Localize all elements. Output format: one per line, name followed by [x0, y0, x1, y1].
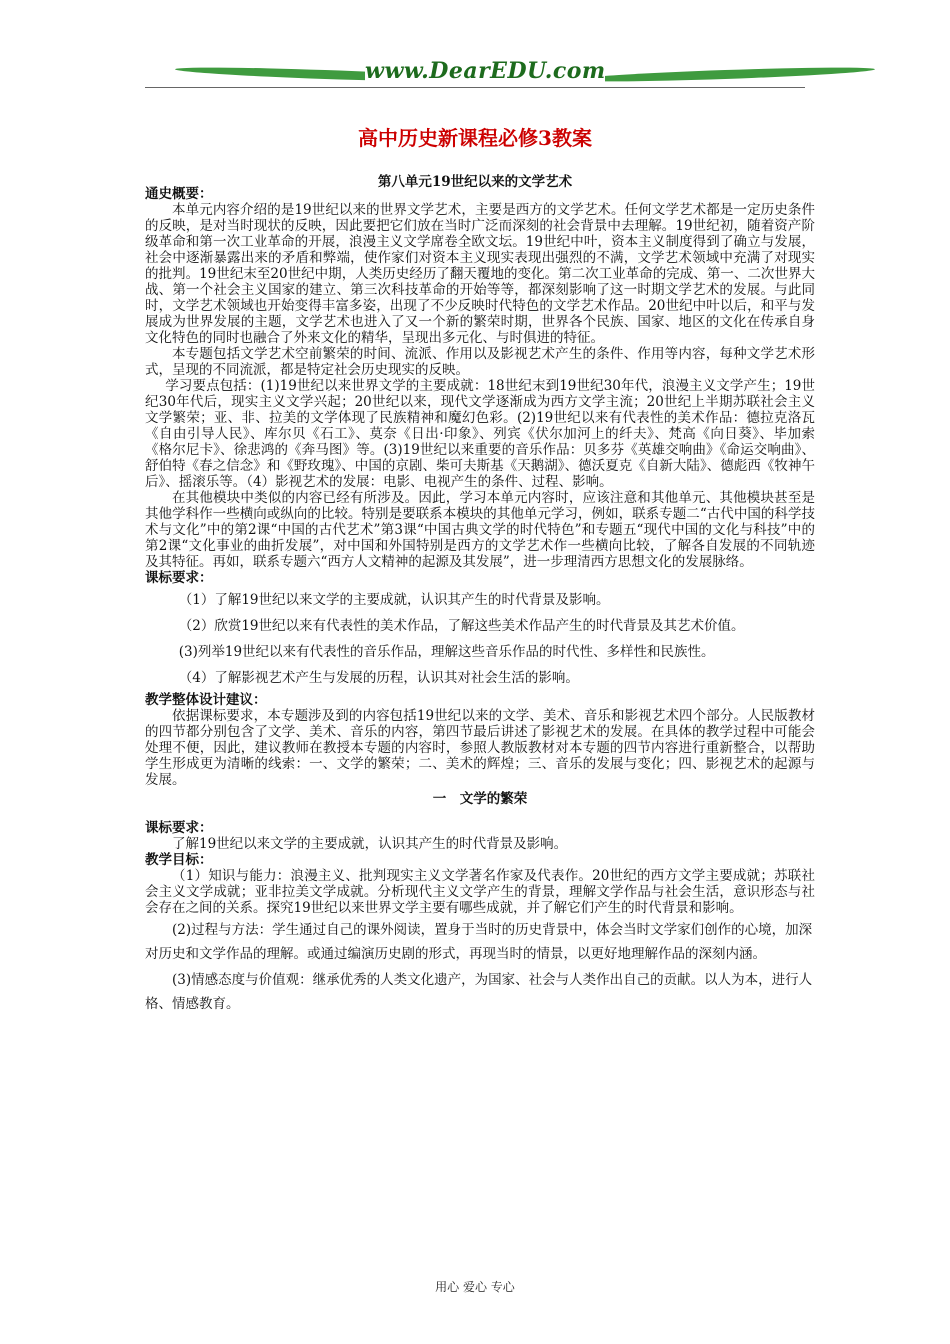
standard-item-4: （4）了解影视艺术产生与发展的历程，认识其对社会生活的影响。 [178, 670, 579, 686]
swoosh-right-decoration [575, 65, 875, 84]
standard-item-1: （1）了解19世纪以来文学的主要成就，认识其产生的时代背景及影响。 [178, 592, 610, 608]
lesson-goal-2: (2)过程与方法：学生通过自己的课外阅读，置身于当时的历史背景中，体会当时文学家们创作的心境，加深对历史和文学作品的理解。或通过编演历史剧的形式，再现当时的情景，以更好地理解作品的深刻内涵。 [145, 922, 813, 962]
site-logo[interactable]: www.DearEDU.com [365, 58, 606, 84]
page-footer: 用心 爱心 专心 [435, 1280, 515, 1294]
lesson-goals-heading: 教学目标： [145, 852, 213, 868]
standard-item-3: (3)列举19世纪以来有代表性的音乐作品，理解这些音乐作品的时代性、多样性和民族性。 [178, 644, 715, 660]
lesson-standards-text: 了解19世纪以来文学的主要成就，认识其产生的时代背景及影响。 [172, 836, 568, 852]
overview-paragraph-2: 本专题包括文学艺术空前繁荣的时间、流派、作用以及影视艺术产生的条件、作用等内容，每种文学艺术形式，呈现的不同流派，都是特定社会历史现实的反映。 [145, 346, 815, 378]
lesson-goal-1: （1）知识与能力：浪漫主义、批判现实主义文学著名作家及代表作。20世纪的西方文学主要成就；苏联社会主义文学成就；亚非拉美文学成就。分析现代主义文学产生的背景，理解文学作品与社会生活，意识形态与社会存在之间的关系。探究19世纪以来世界文学主要有哪些成就，并了解它们产生的时代背景和影响。 [145, 868, 815, 916]
standard-item-2: （2）欣赏19世纪以来有代表性的美术作品，了解这些美术作品产生的时代背景及其艺术价值。 [178, 618, 745, 634]
overview-paragraph-1: 本单元内容介绍的是19世纪以来的世界文学艺术，主要是西方的文学艺术。任何文学艺术都是一定历史条件的反映，是对当时现状的反映，因此要把它们放在当时广泛而深刻的社会背景中去理解。19世纪初，随着资产阶级革命和第一次工业革命的开展，浪漫主义文学席卷全欧文坛。19世纪中叶，资本主义制度得到了确立与发展，社会中逐渐暴露出来的矛盾和弊端，使作家们对资本主义现实表现出强烈的不满，文学艺术领域中充满了对现实的批判。19世纪末至20世纪中期，人类历史经历了翻天覆地的变化。第二次工业革命的完成、第一、二次世界大战、第一个社会主义国家的建立、第三次科技革命的开始等等，都深刻影响了这一时期文学艺术的发展。与此同时，文学艺术领域也开始变得丰富多姿，出现了不少反映时代特色的文学艺术作品。20世纪中叶以后，和平与发展成为世界发展的主题，文学艺术也进入了又一个新的繁荣时期，世界各个民族、国家、地区的文化在传承自身文化特色的同时也融合了外来文化的精华，呈现出多元化、与时俱进的特征。 [145, 202, 815, 346]
overview-paragraph-4: 在其他模块中类似的内容已经有所涉及。因此，学习本单元内容时，应该注意和其他单元、其他模块甚至是其他学科作一些横向或纵向的比较。特别是要联系本模块的其他单元学习，例如，联系专题二“古代中国的科学技术与文化”中的第2课“中国的古代艺术”第3课“中国古典文学的时代特色”和专题五“现代中国的文化与科技”中的第2课“文化事业的曲折发展”，对中国和外国特别是西方的文学艺术作一些横向比较，了解各自发展的不同轨迹及其特征。再如，联系专题六“西方人文精神的起源及其发展”，进一步理清西方思想文化的发展脉络。 [145, 490, 815, 570]
document-body [145, 186, 815, 1016]
site-header [145, 56, 805, 92]
overview-paragraph-3: 学习要点包括：(1)19世纪以来世界文学的主要成就：18世纪末到19世纪30年代，浪漫主义文学产生；19世纪30年代后，现实主义文学兴起；20世纪以来，现代文学逐渐成为西方文学主流；20世纪上半期苏联社会主义文学繁荣；亚、非、拉美的文学体现了民族精神和魔幻色彩。(2)19世纪以来有代表性的美术作品：德拉克洛瓦《自由引导人民》、库尔贝《石工》、莫奈《日出·印象》、列宾《伏尔加河上的纤夫》、梵高《向日葵》、毕加索《格尔尼卡》、徐悲鸿的《奔马图》等。(3)19世纪以来重要的音乐作品：贝多芬《英雄交响曲》《命运交响曲》、舒伯特《春之信念》和《野玫瑰》、中国的京剧、柴可夫斯基《天鹅湖》、德沃夏克《自新大陆》、德彪西《牧神午后》、摇滚乐等。（4）影视艺术的发展：电影、电视产生的条件、过程、影响。 [145, 378, 815, 490]
overview-heading: 通史概要： [145, 186, 213, 202]
document-title: 高中历史新课程必修3教案 [358, 126, 592, 150]
lesson-one-heading: 一 文学的繁荣 [432, 791, 528, 807]
design-paragraph: 依据课标要求，本专题涉及到的内容包括19世纪以来的文学、美术、音乐和影视艺术四个部分。人民版教材的四节都分别包含了文学、美术、音乐的内容，第四节最后讲述了影视艺术的发展。在具体的教学过程中可能会处理不便，因此，建议教师在教授本专题的内容时，参照人教版教材对本专题的四节内容进行重新整合，以帮助学生形成更为清晰的线索：一、文学的繁荣；二、美术的辉煌；三、音乐的发展与变化；四、影视艺术的起源与发展。 [145, 708, 815, 788]
lesson-goal-3: (3)情感态度与价值观：继承优秀的人类文化遗产，为国家、社会与人类作出自己的贡献。以人为本，进行人格、情感教育。 [145, 972, 813, 1012]
unit-subtitle: 第八单元19世纪以来的文学艺术 [377, 174, 573, 190]
design-heading: 教学整体设计建议： [145, 692, 267, 708]
standards-heading: 课标要求： [145, 570, 213, 586]
lesson-standards-heading: 课标要求： [145, 820, 213, 836]
header-rule [145, 87, 805, 88]
